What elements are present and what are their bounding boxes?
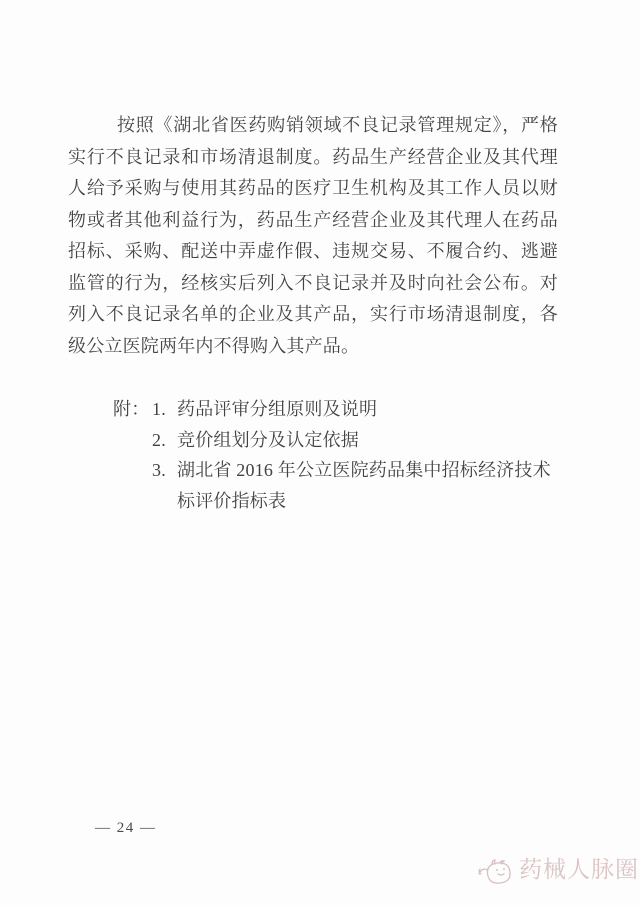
attachments-label: 附： [113, 399, 150, 419]
attachment-item [113, 455, 559, 516]
attachment-item-number: 3. [152, 460, 166, 480]
attachment-item-text: 竞价组划分及认定依据 [177, 429, 359, 450]
watermark-text: 药械人脉圈 [519, 857, 639, 882]
watermark [476, 853, 639, 886]
attachment-item-number: 1. [152, 399, 166, 419]
attachment-item [113, 394, 559, 425]
page-number: — 24 — [95, 820, 157, 836]
attachment-item [113, 425, 559, 456]
body-paragraph: 按照《湖北省医药购销领域不良记录管理规定》，严格实行不良记录和市场清退制度。药品生产经营企业及其代理人给予采购与使用其药品的医疗卫生机构及其工作人员以财物或者其他利益行为，药品生产经营企业及其代理人在药品招标、采购、配送中弄虚作假、违规交易、不履合约、逃避监管的行为，经核实后列入不良记录并及时向社会公布。对列入不良记录名单的企业及其产品，实行市场清退制度，各级公立医院两年内不得购入其产品。 [68, 115, 558, 356]
attachment-item-text: 药品评审分组原则及说明 [177, 399, 378, 419]
whale-doodle-icon [476, 853, 514, 886]
attachments-list [113, 394, 559, 516]
attachment-item-number: 2. [152, 429, 166, 450]
attachment-item-text: 湖北省 2016 年公立医院药品集中招标经济技术标评价指标表 [177, 460, 551, 511]
